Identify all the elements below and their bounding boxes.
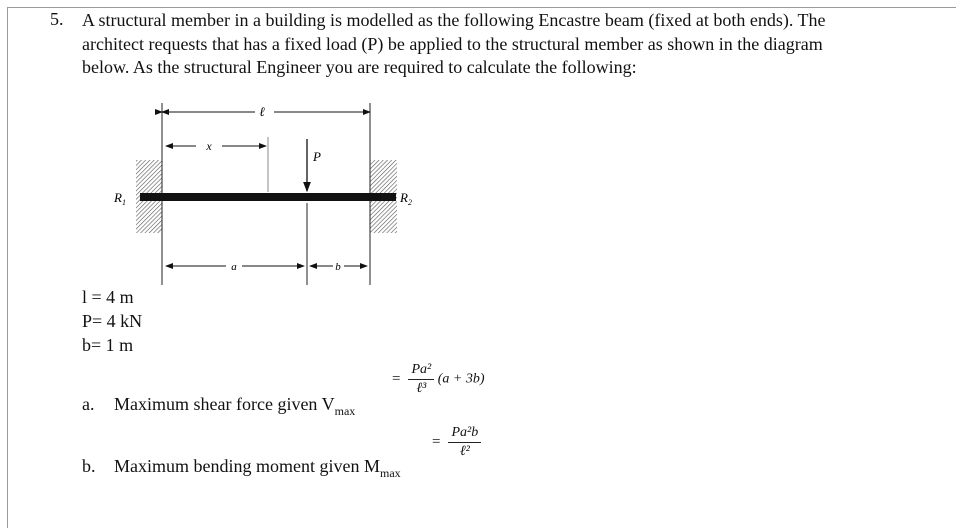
x-label: x: [206, 139, 212, 153]
given-load: P= 4 kN: [82, 311, 143, 331]
question-text: [82, 9, 932, 80]
moment-formula: = $\frac{\text{Pa²b}}{\text{ℓ²}}$: [432, 425, 481, 460]
part-a-letter: a.: [82, 394, 95, 414]
shear-formula: = $\frac{\text{Pa²}}{\text{ℓ³}}$ (a + 3b): [392, 362, 485, 396]
a-label: a: [231, 261, 237, 273]
question-line-2: architect requests that has a fixed load (P) be applied to the structural member as shown in the diagram: [82, 33, 823, 54]
load-label: P: [313, 149, 321, 164]
part-b-letter: b.: [82, 456, 96, 476]
right-reaction-label: $R_2$: [400, 190, 412, 207]
part-b-text: Maximum bending moment given $M_{max}$: [114, 456, 401, 480]
encastre-beam-diagram: [100, 95, 420, 290]
span-label: ℓ: [259, 104, 265, 119]
beam: [140, 193, 396, 201]
question-line-1: A structural member in a building is modelled as the following Encastre beam (fixed at both ends). The: [82, 10, 826, 30]
question-line-3: below. As the structural Engineer you are required to calculate the following:: [82, 57, 637, 77]
given-length: l = 4 m: [82, 287, 134, 307]
given-b: b= 1 m: [82, 335, 134, 355]
part-a-text: Maximum shear force given $V_{max}$: [114, 394, 356, 418]
b-label: b: [335, 261, 341, 273]
question-number: 5.: [50, 9, 64, 29]
left-reaction-label: $R_1$: [114, 190, 126, 207]
